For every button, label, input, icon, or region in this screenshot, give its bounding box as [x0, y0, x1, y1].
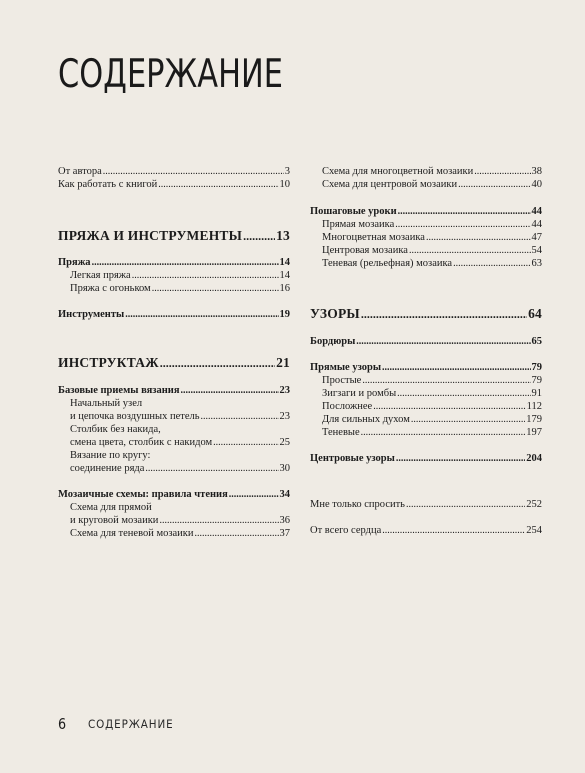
toc-entry-page: 30: [279, 463, 290, 474]
toc-leader-dots: [397, 387, 530, 400]
toc-entry-page: 47: [531, 232, 542, 243]
toc-leader-dots: [373, 400, 525, 413]
toc-entry-page: 25: [279, 437, 290, 448]
toc-entry: [310, 165, 542, 178]
toc-entry-label: Пряжа: [58, 257, 91, 268]
toc-entry-page: 36: [279, 515, 290, 526]
toc-entry-page: 14: [279, 257, 290, 268]
toc-entry: [58, 488, 290, 501]
toc-leader-dots: [152, 282, 279, 295]
toc-entry-page: 204: [526, 453, 542, 464]
toc-leader-dots: [229, 488, 279, 501]
toc-entry-label: Столбик без накида,: [70, 424, 161, 435]
toc-entry-label: ИНСТРУКТАЖ: [58, 355, 159, 370]
toc-entry: [58, 384, 290, 397]
footer-page-number: 6: [58, 715, 67, 733]
toc-entry-label: УЗОРЫ: [310, 306, 360, 321]
toc-entry-page: 91: [531, 388, 542, 399]
toc-entry-page: 21: [276, 355, 290, 370]
toc-leader-dots: [474, 165, 530, 178]
toc-entry: [310, 218, 542, 231]
toc-entry-label: Пряжа с огоньком: [70, 283, 151, 294]
toc-entry: [310, 413, 542, 426]
toc-entry-page: 79: [531, 362, 542, 373]
toc-leader-dots: [159, 514, 278, 527]
toc-entry: [58, 462, 290, 475]
toc-entry: [310, 426, 542, 439]
toc-entry-label: Базовые приемы вязания: [58, 385, 180, 396]
toc-entry-label: От автора: [58, 166, 102, 177]
toc-entry-page: 38: [531, 166, 542, 177]
toc-entry: [310, 361, 542, 374]
toc-leader-dots: [406, 498, 525, 511]
toc-entry: [58, 227, 290, 244]
toc-entry: [310, 374, 542, 387]
toc-leader-dots: [453, 257, 530, 270]
toc-entry-label: Инструменты: [58, 309, 125, 320]
toc-leader-dots: [362, 374, 530, 387]
toc-entry-page: 44: [531, 206, 542, 217]
toc-column-right: [310, 165, 542, 537]
toc-entry-label: Теневая (рельефная) мозаика: [322, 258, 453, 269]
toc-entry-page: 63: [531, 258, 542, 269]
toc-entry-page: 10: [279, 179, 290, 190]
toc-entry-page: 14: [279, 270, 290, 281]
toc-entry: [310, 387, 542, 400]
toc-entry-label: Как работать с книгой: [58, 179, 158, 190]
toc-entry-label: Прямая мозаика: [322, 219, 395, 230]
toc-entry-label: Пошаговые уроки: [310, 206, 397, 217]
toc-entry-page: 79: [531, 375, 542, 386]
toc-leader-dots: [103, 165, 284, 178]
toc-leader-dots: [243, 228, 275, 244]
toc-entry: [58, 423, 290, 436]
toc-entry-label: смена цвета, столбик с накидом: [70, 437, 213, 448]
toc-entry-page: 19: [279, 309, 290, 320]
toc-leader-dots: [145, 462, 278, 475]
toc-leader-dots: [213, 436, 278, 449]
toc-leader-dots: [361, 426, 526, 439]
toc-entry-label: соединение ряда: [70, 463, 145, 474]
toc-entry: [58, 514, 290, 527]
toc-entry-label: Мозаичные схемы: правила чтения: [58, 489, 228, 500]
toc-entry-label: Теневые: [322, 427, 360, 438]
toc-leader-dots: [398, 205, 531, 218]
toc-entry-page: 44: [531, 219, 542, 230]
toc-entry: [58, 449, 290, 462]
toc-entry-label: и цепочка воздушных петель: [70, 411, 200, 422]
toc-leader-dots: [396, 452, 525, 465]
toc-leader-dots: [426, 231, 531, 244]
toc-entry-label: Схема для прямой: [70, 502, 152, 513]
toc-entry-label: Посложнее: [322, 401, 373, 412]
toc-entry: [58, 354, 290, 371]
toc-entry-page: 23: [279, 385, 290, 396]
toc-entry-label: и круговой мозаики: [70, 515, 159, 526]
toc-entry: [58, 308, 290, 321]
toc-entry-page: 40: [531, 179, 542, 190]
toc-entry-page: 65: [531, 336, 542, 347]
toc-entry: [310, 305, 542, 322]
toc-leader-dots: [409, 244, 531, 257]
toc-entry: [58, 256, 290, 269]
toc-entry-page: 252: [526, 499, 542, 510]
toc-entry: [310, 257, 542, 270]
toc-entry-label: Центровые узоры: [310, 453, 395, 464]
toc-leader-dots: [132, 269, 279, 282]
toc-entry: [58, 410, 290, 423]
toc-entry-label: Простые: [322, 375, 362, 386]
toc-leader-dots: [411, 413, 525, 426]
toc-entry-page: 112: [526, 401, 542, 412]
toc-entry-label: Многоцветная мозаика: [322, 232, 425, 243]
toc-leader-dots: [395, 218, 530, 231]
toc-entry-label: Бордюры: [310, 336, 356, 347]
toc-entry: [310, 498, 542, 511]
toc-entry: [310, 524, 542, 537]
footer-running-title: СОДЕРЖАНИЕ: [88, 717, 174, 731]
toc-entry-page: 197: [526, 427, 542, 438]
toc-leader-dots: [92, 256, 279, 269]
toc-entry-page: 34: [279, 489, 290, 500]
toc-leader-dots: [160, 355, 275, 371]
toc-entry-label: Мне только спросить: [310, 499, 405, 510]
toc-entry: [310, 452, 542, 465]
toc-leader-dots: [356, 335, 530, 348]
toc-entry: [310, 231, 542, 244]
toc-leader-dots: [181, 384, 279, 397]
page-title: СОДЕРЖАНИЕ: [58, 52, 283, 97]
toc-leader-dots: [125, 308, 278, 321]
toc-column-left: [58, 165, 290, 540]
toc-entry: [58, 282, 290, 295]
toc-leader-dots: [201, 410, 279, 423]
toc-entry-page: 179: [526, 414, 542, 425]
toc-entry-page: 64: [528, 306, 542, 321]
toc-entry-label: Легкая пряжа: [70, 270, 131, 281]
toc-entry-label: Вязание по кругу:: [70, 450, 151, 461]
toc-entry: [310, 244, 542, 257]
toc-leader-dots: [382, 524, 525, 537]
toc-entry: [310, 400, 542, 413]
toc-entry-page: 254: [526, 525, 542, 536]
toc-entry-label: Начальный узел: [70, 398, 143, 409]
toc-leader-dots: [458, 178, 530, 191]
toc-entry-label: ПРЯЖА И ИНСТРУМЕНТЫ: [58, 228, 243, 243]
toc-leader-dots: [158, 178, 278, 191]
toc-entry: [58, 527, 290, 540]
toc-leader-dots: [195, 527, 279, 540]
toc-entry-label: Зигзаги и ромбы: [322, 388, 397, 399]
toc-entry: [58, 178, 290, 191]
toc-entry-label: Схема для центровой мозаики: [322, 179, 458, 190]
toc-entry-page: 54: [531, 245, 542, 256]
toc-entry: [310, 178, 542, 191]
toc-entry-page: 13: [276, 228, 290, 243]
toc-entry-label: Прямые узоры: [310, 362, 382, 373]
toc-entry-page: 3: [284, 166, 290, 177]
toc-entry: [310, 335, 542, 348]
toc-entry: [58, 165, 290, 178]
toc-entry-label: Центровая мозаика: [322, 245, 408, 256]
toc-entry-label: Схема для теневой мозаики: [70, 528, 194, 539]
toc-leader-dots: [361, 306, 527, 322]
toc-entry-page: 16: [279, 283, 290, 294]
toc-entry: [58, 397, 290, 410]
toc-entry: [310, 205, 542, 218]
toc-entry-page: 23: [279, 411, 290, 422]
toc-leader-dots: [382, 361, 530, 374]
toc-entry: [58, 269, 290, 282]
toc-entry-label: Для сильных духом: [322, 414, 410, 425]
toc-entry-label: Схема для многоцветной мозаики: [322, 166, 474, 177]
toc-entry-page: 37: [279, 528, 290, 539]
toc-entry-label: От всего сердца: [310, 525, 382, 536]
toc-entry: [58, 436, 290, 449]
toc-entry: [58, 501, 290, 514]
